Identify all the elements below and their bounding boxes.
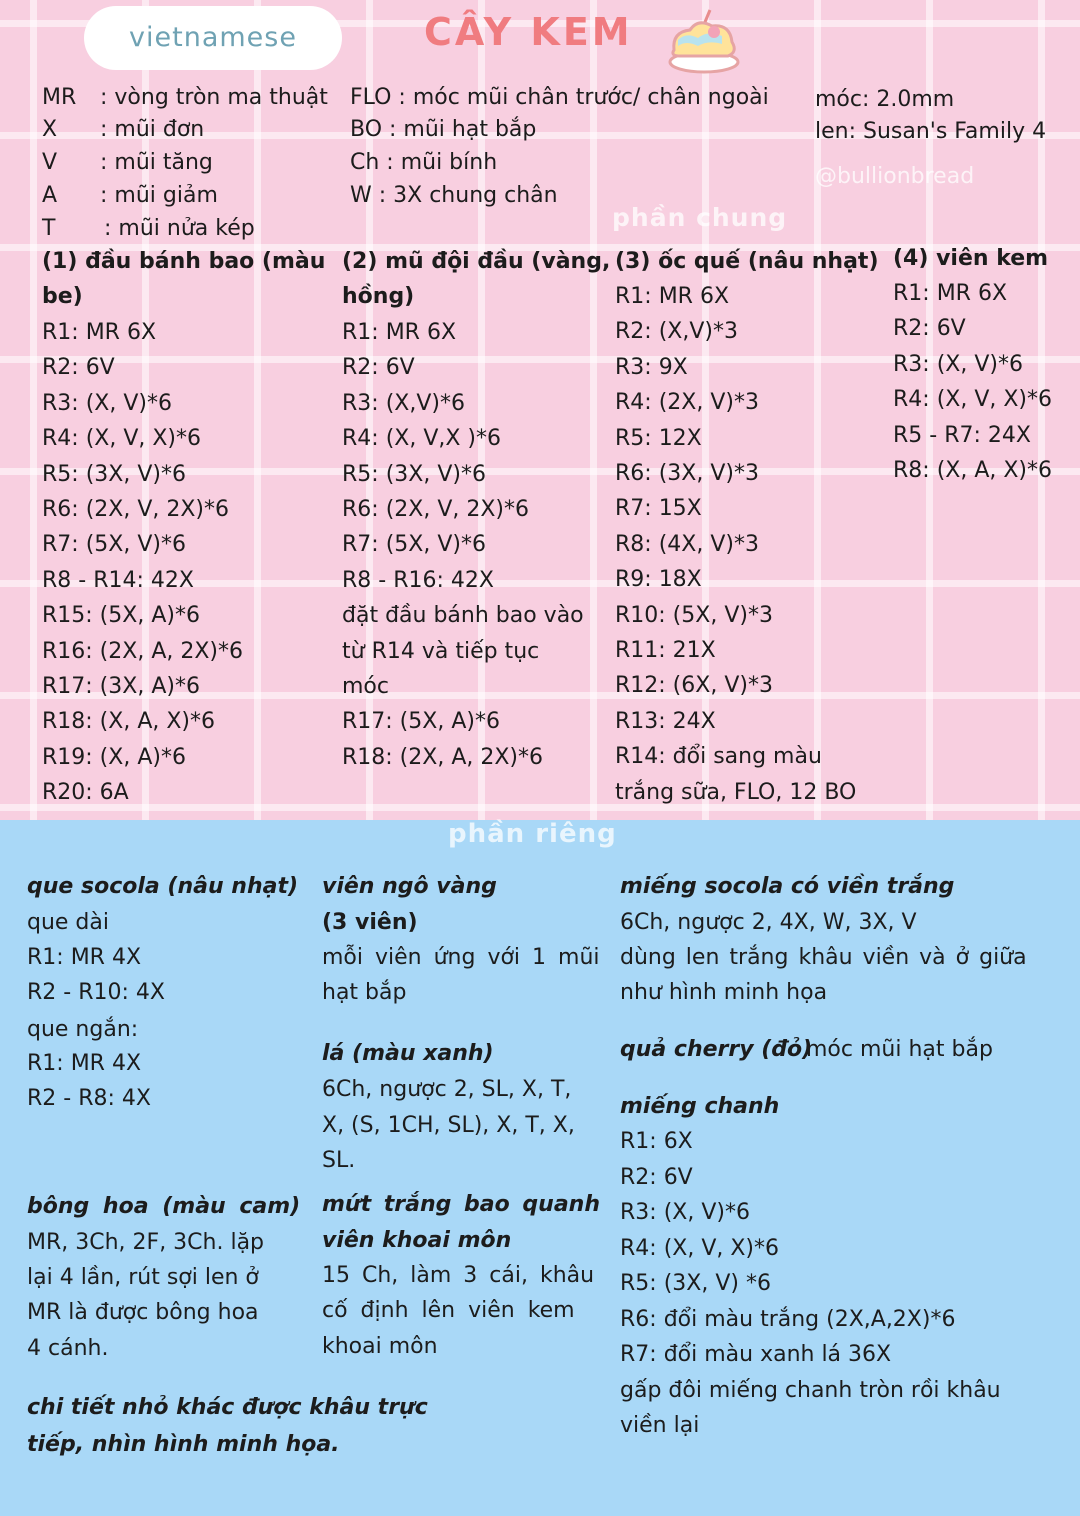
abbreviation-meaning: : mũi tăng: [100, 150, 213, 175]
pattern-row: R14: đổi sang màu: [615, 744, 822, 770]
leaf-title: lá (màu xanh): [322, 1041, 494, 1066]
lemon-row: R1: 6X: [620, 1129, 693, 1154]
choco-piece-title: miếng socola có viền trắng: [620, 874, 955, 899]
pattern-row: R4: (2X, V)*3: [615, 390, 759, 416]
page-title: CÂY KEM: [424, 10, 633, 54]
leaf-line: 6Ch, ngược 2, SL, X, T,: [322, 1077, 572, 1102]
pattern-row: R3: 9X: [615, 354, 688, 380]
abbreviation-code: MR: [42, 85, 77, 110]
pattern-row: R7: (5X, V)*6: [342, 532, 486, 558]
choco-piece-line: như hình minh họa: [620, 980, 828, 1005]
corn-line: hạt bắp: [322, 980, 407, 1005]
abbreviation-meaning: : vòng tròn ma thuật: [100, 85, 328, 110]
pattern-row: R1: MR 6X: [42, 320, 157, 345]
pattern-row: R11: 21X: [615, 638, 716, 663]
abbreviation-meaning: : mũi giảm: [100, 183, 218, 208]
pattern-row: R6: (2X, V, 2X)*6: [42, 497, 230, 522]
section-label-separate: phần riêng: [448, 819, 617, 849]
part1-title: (1) đầu bánh bao (màu: [42, 249, 326, 274]
pattern-row: R1: MR 6X: [615, 284, 730, 309]
hook-size: móc: 2.0mm: [815, 87, 955, 112]
abbreviation-meaning: : mũi nửa kép: [104, 216, 255, 241]
note-line: tiếp, nhìn hình minh họa.: [27, 1432, 340, 1457]
pattern-row: R3: (X, V)*6: [42, 390, 172, 416]
lemon-row: viền lại: [620, 1413, 700, 1438]
leaf-line: X, (S, 1CH, SL), X, T, X,: [322, 1112, 575, 1138]
note-line: chi tiết nhỏ khác được khâu trực: [27, 1395, 428, 1420]
pattern-row: R5: 12X: [615, 425, 702, 451]
corn-subtitle: (3 viên): [322, 910, 418, 935]
flower-line: MR, 3Ch, 2F, 3Ch. lặp: [27, 1230, 265, 1255]
pattern-row: trắng sữa, FLO, 12 BO: [615, 779, 857, 805]
pattern-row: R18: (X, A, X)*6: [42, 709, 216, 735]
choco-stick-line: R2 - R8: 4X: [27, 1086, 151, 1111]
pattern-row: R1: MR 6X: [342, 320, 457, 345]
lemon-row: R3: (X, V)*6: [620, 1200, 750, 1225]
pattern-row: R20: 6A: [42, 780, 129, 806]
choco-stick-line: R1: MR 4X: [27, 945, 142, 970]
choco-piece-line: dùng len trắng khâu viền và ở giữa: [620, 945, 1027, 970]
choco-piece-line: 6Ch, ngược 2, 4X, W, 3X, V: [620, 910, 917, 935]
choco-stick-line: R1: MR 4X: [27, 1051, 142, 1076]
leaf-line: SL.: [322, 1148, 356, 1173]
pattern-row: R2: 6V: [342, 355, 415, 381]
pattern-row: R2: (X,V)*3: [615, 319, 738, 345]
pattern-row: R5 - R7: 24X: [893, 422, 1031, 448]
jam-line: khoai môn: [322, 1334, 438, 1359]
language-badge: vietnamese: [84, 6, 342, 70]
part2-title: (2) mũ đội đầu (vàng,: [342, 249, 611, 274]
pattern-row: R5: (3X, V)*6: [42, 461, 186, 487]
jam-line: cố định lên viên kem: [322, 1298, 575, 1323]
flower-title: bông hoa (màu cam): [27, 1194, 301, 1219]
pattern-row: R17: (3X, A)*6: [42, 674, 200, 699]
part4-title: (4) viên kem: [893, 246, 1049, 271]
abbreviation-meaning: : mũi đơn: [100, 117, 205, 142]
choco-stick-line: que dài: [27, 910, 109, 935]
abbreviation-item: W : 3X chung chân: [350, 183, 558, 208]
ice-cream-icon: [664, 6, 744, 78]
pattern-row: R4: (X, V,X )*6: [342, 426, 502, 452]
flower-line: lại 4 lần, rút sợi len ở: [27, 1265, 259, 1291]
pattern-row: R17: (5X, A)*6: [342, 709, 500, 735]
credit-handle: @bullionbread: [815, 164, 975, 189]
choco-stick-line: que ngắn:: [27, 1017, 139, 1042]
jam-title: viên khoai môn: [322, 1228, 512, 1253]
pattern-row: R8: (X, A, X)*6: [893, 458, 1053, 483]
lemon-row: gấp đôi miếng chanh tròn rồi khâu: [620, 1377, 1001, 1403]
corn-title: viên ngô vàng: [322, 874, 497, 899]
pattern-row: R6: (2X, V, 2X)*6: [342, 497, 530, 522]
pattern-row: R16: (2X, A, 2X)*6: [42, 638, 244, 664]
abbreviation-item: BO : mũi hạt bắp: [350, 117, 537, 142]
lemon-row: R2: 6V: [620, 1164, 693, 1190]
part3-title: (3) ốc quế (nâu nhạt): [615, 249, 879, 274]
choco-stick-title: que socola (nâu nhạt): [27, 874, 299, 899]
yarn-name: len: Susan's Family 4: [815, 119, 1047, 144]
pattern-row: R15: (5X, A)*6: [42, 603, 200, 629]
pattern-row: R9: 18X: [615, 567, 702, 593]
lemon-row: R4: (X, V, X)*6: [620, 1235, 780, 1261]
pattern-row: R12: (6X, V)*3: [615, 673, 773, 699]
pattern-row: R13: 24X: [615, 708, 716, 734]
pattern-row: R2: 6V: [42, 355, 115, 381]
pattern-row: R4: (X, V, X)*6: [42, 426, 202, 452]
pattern-row: R7: (5X, V)*6: [42, 532, 186, 558]
pattern-row: R2: 6V: [893, 316, 966, 342]
abbreviation-code: T: [42, 216, 56, 241]
flower-line: 4 cánh.: [27, 1335, 109, 1361]
pattern-row: R7: 15X: [615, 496, 702, 522]
part2-title: hồng): [342, 284, 415, 309]
jam-title: mứt trắng bao quanh: [322, 1192, 600, 1217]
part1-title: be): [42, 284, 83, 309]
choco-stick-line: R2 - R10: 4X: [27, 980, 165, 1005]
pattern-row: R10: (5X, V)*3: [615, 602, 773, 628]
pattern-row: móc: [342, 674, 389, 699]
pattern-row: R5: (3X, V)*6: [342, 461, 486, 487]
pattern-row: R1: MR 6X: [893, 281, 1008, 306]
abbreviation-code: A: [42, 183, 58, 208]
pattern-row: R8 - R14: 42X: [42, 567, 194, 593]
abbreviation-code: X: [42, 117, 58, 142]
section-label-common: phần chung: [612, 203, 788, 232]
pattern-row: R8: (4X, V)*3: [615, 531, 759, 557]
pattern-row: R8 - R16: 42X: [342, 567, 494, 593]
corn-line: mỗi viên ứng với 1 mũi: [322, 945, 600, 970]
jam-line: 15 Ch, làm 3 cái, khâu: [322, 1263, 595, 1288]
pattern-row: R4: (X, V, X)*6: [893, 387, 1053, 413]
abbreviation-item: FLO : móc mũi chân trước/ chân ngoài: [350, 85, 769, 110]
cherry-text: móc mũi hạt bắp: [806, 1037, 993, 1062]
pattern-row: từ R14 và tiếp tục: [342, 638, 540, 664]
pattern-row: R3: (X, V)*6: [893, 351, 1023, 377]
abbreviation-code: V: [42, 150, 58, 175]
pattern-row: R19: (X, A)*6: [42, 744, 186, 770]
pattern-row: đặt đầu bánh bao vào: [342, 603, 584, 629]
pattern-row: R6: (3X, V)*3: [615, 461, 759, 486]
lemon-row: R7: đổi màu xanh lá 36X: [620, 1342, 892, 1367]
lemon-title: miếng chanh: [620, 1094, 780, 1119]
lemon-row: R5: (3X, V) *6: [620, 1271, 771, 1296]
pattern-row: R3: (X,V)*6: [342, 390, 465, 416]
pattern-row: R18: (2X, A, 2X)*6: [342, 744, 544, 770]
lemon-row: R6: đổi màu trắng (2X,A,2X)*6: [620, 1306, 956, 1332]
flower-line: MR là được bông hoa: [27, 1300, 259, 1326]
cherry-title: quả cherry (đỏ): [620, 1037, 813, 1062]
abbreviation-item: Ch : mũi bính: [350, 150, 498, 175]
